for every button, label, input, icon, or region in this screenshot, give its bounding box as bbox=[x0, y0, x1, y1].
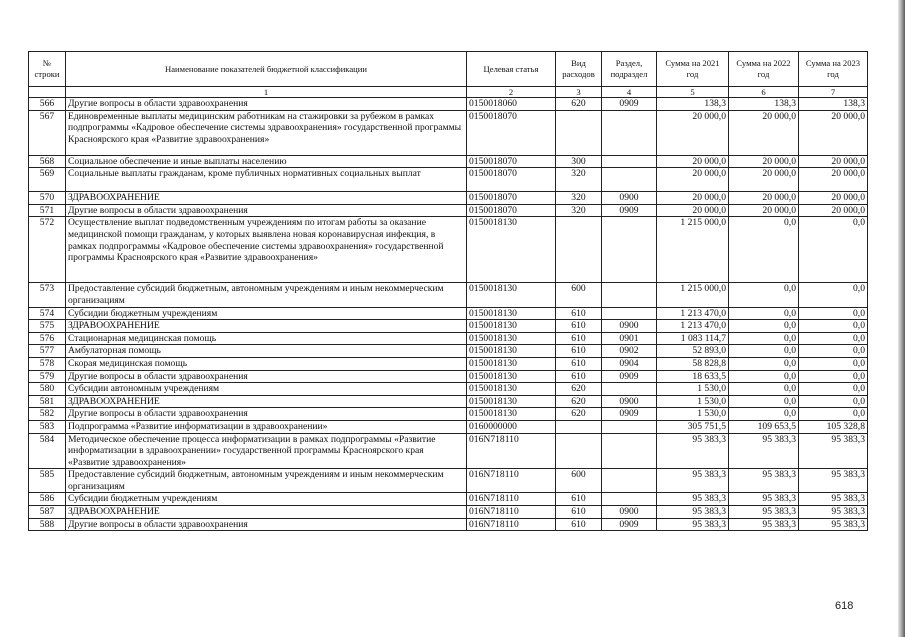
indicator-name: Социальное обеспечение и иные выплаты населению bbox=[66, 155, 467, 168]
sum-2021: 20 000,0 bbox=[657, 155, 729, 168]
target-article: 0150018070 bbox=[467, 168, 556, 192]
sum-2022: 0,0 bbox=[729, 307, 799, 320]
row-number: 578 bbox=[29, 357, 66, 370]
section-code: 0900 bbox=[602, 506, 657, 519]
indicator-name: Другие вопросы в области здравоохранения bbox=[66, 408, 467, 421]
section-code bbox=[602, 420, 657, 433]
row-number: 583 bbox=[29, 420, 66, 433]
table-row bbox=[29, 345, 868, 358]
page-number: 618 bbox=[835, 600, 854, 612]
indicator-name: Субсидии бюджетным учреждениям bbox=[66, 493, 467, 506]
indicator-name: Единовременные выплаты медицинским работникам на стажировки за рубежом в рамках подпрограммы «Кадровое обеспечение системы здравоохранения» государственной программы Красноярского края «Развитие здравоохранения» bbox=[66, 110, 467, 155]
sum-2023: 95 383,3 bbox=[799, 469, 868, 493]
row-number: 584 bbox=[29, 433, 66, 469]
table-row bbox=[29, 433, 868, 469]
indicator-name: Амбулаторная помощь bbox=[66, 345, 467, 358]
indicator-name: Другие вопросы в области здравоохранения bbox=[66, 518, 467, 531]
sum-2021: 52 893,0 bbox=[657, 345, 729, 358]
sum-2023: 0,0 bbox=[799, 383, 868, 396]
table-row bbox=[29, 518, 868, 531]
sum-2023: 20 000,0 bbox=[799, 204, 868, 217]
sum-2021: 20 000,0 bbox=[657, 204, 729, 217]
column-index: 4 bbox=[602, 87, 657, 98]
header-sum-2022: Сумма на 2022 год bbox=[729, 52, 799, 87]
sum-2022: 0,0 bbox=[729, 345, 799, 358]
sum-2023: 20 000,0 bbox=[799, 155, 868, 168]
sum-2022: 0,0 bbox=[729, 383, 799, 396]
sum-2022: 95 383,3 bbox=[729, 433, 799, 469]
sum-2021: 1 083 114,7 bbox=[657, 332, 729, 345]
row-number: 579 bbox=[29, 370, 66, 383]
table-row bbox=[29, 420, 868, 433]
section-code bbox=[602, 110, 657, 155]
sum-2022: 0,0 bbox=[729, 217, 799, 283]
sum-2021: 138,3 bbox=[657, 98, 729, 111]
row-number: 575 bbox=[29, 320, 66, 333]
expense-type: 610 bbox=[556, 307, 602, 320]
row-number: 570 bbox=[29, 192, 66, 205]
sum-2021: 1 213 470,0 bbox=[657, 307, 729, 320]
sum-2023: 20 000,0 bbox=[799, 110, 868, 155]
sum-2023: 0,0 bbox=[799, 395, 868, 408]
sum-2022: 0,0 bbox=[729, 320, 799, 333]
table-row bbox=[29, 98, 868, 111]
target-article: 0150018070 bbox=[467, 204, 556, 217]
sum-2023: 95 383,3 bbox=[799, 493, 868, 506]
sum-2023: 95 383,3 bbox=[799, 433, 868, 469]
table-row bbox=[29, 192, 868, 205]
row-number: 567 bbox=[29, 110, 66, 155]
target-article: 0150018130 bbox=[467, 357, 556, 370]
section-code: 0909 bbox=[602, 518, 657, 531]
target-article: 0150018130 bbox=[467, 370, 556, 383]
target-article: 0150018130 bbox=[467, 217, 556, 283]
sum-2023: 0,0 bbox=[799, 357, 868, 370]
sum-2023: 20 000,0 bbox=[799, 192, 868, 205]
header-name: Наименование показателей бюджетной классификации bbox=[66, 52, 467, 87]
header-sum-2023: Сумма на 2023 год bbox=[799, 52, 868, 87]
sum-2022: 20 000,0 bbox=[729, 155, 799, 168]
expense-type: 610 bbox=[556, 370, 602, 383]
indicator-name: ЗДРАВООХРАНЕНИЕ bbox=[66, 506, 467, 519]
sum-2021: 95 383,3 bbox=[657, 518, 729, 531]
sum-2021: 1 215 000,0 bbox=[657, 283, 729, 307]
row-number: 574 bbox=[29, 307, 66, 320]
table-row bbox=[29, 383, 868, 396]
header-expense-type: Вид расходов bbox=[556, 52, 602, 87]
header-sum-2021: Сумма на 2021 год bbox=[657, 52, 729, 87]
indicator-name: Предоставление субсидий бюджетным, автономным учреждениям и иным некоммерческим организациям bbox=[66, 469, 467, 493]
target-article: 016N718110 bbox=[467, 518, 556, 531]
indicator-name: Осуществление выплат подведомственным учреждениям по итогам работы за оказание медицинской помощи гражданам, у которых выявлена новая коронавирусная инфекция, в рамках подпрограммы «Кадровое обеспечение системы здравоохранения» государственной программы Красноярского края «Развитие здравоохранения» bbox=[66, 217, 467, 283]
indicator-name: Другие вопросы в области здравоохранения bbox=[66, 98, 467, 111]
table-row bbox=[29, 395, 868, 408]
row-number: 573 bbox=[29, 283, 66, 307]
sum-2021: 1 530,0 bbox=[657, 383, 729, 396]
sum-2021: 1 530,0 bbox=[657, 408, 729, 421]
section-code bbox=[602, 383, 657, 396]
section-code: 0909 bbox=[602, 408, 657, 421]
expense-type: 320 bbox=[556, 192, 602, 205]
indicator-name: ЗДРАВООХРАНЕНИЕ bbox=[66, 320, 467, 333]
sum-2021: 305 751,5 bbox=[657, 420, 729, 433]
indicator-name: Стационарная медицинская помощь bbox=[66, 332, 467, 345]
table-row bbox=[29, 307, 868, 320]
section-code: 0909 bbox=[602, 98, 657, 111]
sum-2022: 0,0 bbox=[729, 395, 799, 408]
expense-type: 620 bbox=[556, 98, 602, 111]
row-number: 576 bbox=[29, 332, 66, 345]
expense-type bbox=[556, 420, 602, 433]
row-number: 572 bbox=[29, 217, 66, 283]
sum-2023: 0,0 bbox=[799, 345, 868, 358]
table-body bbox=[29, 98, 868, 531]
row-number: 566 bbox=[29, 98, 66, 111]
table-row bbox=[29, 155, 868, 168]
expense-type: 320 bbox=[556, 168, 602, 192]
target-article: 0150018130 bbox=[467, 345, 556, 358]
sum-2021: 1 530,0 bbox=[657, 395, 729, 408]
expense-type: 600 bbox=[556, 283, 602, 307]
sum-2022: 95 383,3 bbox=[729, 518, 799, 531]
column-index: 3 bbox=[556, 87, 602, 98]
indicator-name: Социальные выплаты гражданам, кроме публичных нормативных социальных выплат bbox=[66, 168, 467, 192]
sum-2022: 20 000,0 bbox=[729, 192, 799, 205]
column-index: 7 bbox=[799, 87, 868, 98]
sum-2021: 1 213 470,0 bbox=[657, 320, 729, 333]
target-article: 0150018130 bbox=[467, 320, 556, 333]
sum-2023: 0,0 bbox=[799, 283, 868, 307]
sum-2023: 0,0 bbox=[799, 408, 868, 421]
indicator-name: ЗДРАВООХРАНЕНИЕ bbox=[66, 192, 467, 205]
section-code: 0909 bbox=[602, 204, 657, 217]
sum-2023: 105 328,8 bbox=[799, 420, 868, 433]
indicator-name: Скорая медицинская помощь bbox=[66, 357, 467, 370]
indicator-name: Субсидии автономным учреждениям bbox=[66, 383, 467, 396]
target-article: 0150018060 bbox=[467, 98, 556, 111]
row-number: 571 bbox=[29, 204, 66, 217]
target-article: 016N718110 bbox=[467, 469, 556, 493]
indicator-name: Другие вопросы в области здравоохранения bbox=[66, 204, 467, 217]
expense-type bbox=[556, 110, 602, 155]
target-article: 0150018130 bbox=[467, 307, 556, 320]
section-code bbox=[602, 217, 657, 283]
section-code bbox=[602, 493, 657, 506]
table-row bbox=[29, 168, 868, 192]
expense-type bbox=[556, 433, 602, 469]
expense-type: 620 bbox=[556, 408, 602, 421]
table-row bbox=[29, 506, 868, 519]
table-row bbox=[29, 332, 868, 345]
target-article: 016N718110 bbox=[467, 433, 556, 469]
sum-2023: 20 000,0 bbox=[799, 168, 868, 192]
expense-type: 610 bbox=[556, 518, 602, 531]
sum-2021: 95 383,3 bbox=[657, 506, 729, 519]
sum-2023: 0,0 bbox=[799, 307, 868, 320]
sum-2023: 0,0 bbox=[799, 332, 868, 345]
expense-type: 610 bbox=[556, 332, 602, 345]
target-article: 0160000000 bbox=[467, 420, 556, 433]
sum-2021: 1 215 000,0 bbox=[657, 217, 729, 283]
scan-page-edge bbox=[898, 0, 905, 637]
target-article: 0150018130 bbox=[467, 408, 556, 421]
section-code: 0901 bbox=[602, 332, 657, 345]
section-code bbox=[602, 283, 657, 307]
row-number: 580 bbox=[29, 383, 66, 396]
target-article: 016N718110 bbox=[467, 493, 556, 506]
sum-2022: 109 653,5 bbox=[729, 420, 799, 433]
expense-type: 300 bbox=[556, 155, 602, 168]
section-code: 0909 bbox=[602, 370, 657, 383]
target-article: 0150018130 bbox=[467, 395, 556, 408]
table-row bbox=[29, 204, 868, 217]
section-code bbox=[602, 433, 657, 469]
target-article: 0150018130 bbox=[467, 332, 556, 345]
target-article: 0150018070 bbox=[467, 192, 556, 205]
section-code bbox=[602, 469, 657, 493]
row-number: 586 bbox=[29, 493, 66, 506]
column-index: 2 bbox=[467, 87, 556, 98]
sum-2022: 0,0 bbox=[729, 370, 799, 383]
column-index-row bbox=[29, 87, 868, 98]
column-index bbox=[29, 87, 66, 98]
target-article: 0150018130 bbox=[467, 383, 556, 396]
header-target-article: Целевая статья bbox=[467, 52, 556, 87]
sum-2022: 95 383,3 bbox=[729, 506, 799, 519]
expense-type: 320 bbox=[556, 204, 602, 217]
table-row bbox=[29, 217, 868, 283]
header-row bbox=[29, 52, 868, 87]
column-index: 1 bbox=[66, 87, 467, 98]
sum-2022: 0,0 bbox=[729, 408, 799, 421]
sum-2023: 0,0 bbox=[799, 320, 868, 333]
section-code bbox=[602, 155, 657, 168]
indicator-name: Субсидии бюджетным учреждениям bbox=[66, 307, 467, 320]
table-row bbox=[29, 408, 868, 421]
expense-type bbox=[556, 217, 602, 283]
row-number: 588 bbox=[29, 518, 66, 531]
section-code: 0900 bbox=[602, 395, 657, 408]
table-row bbox=[29, 370, 868, 383]
target-article: 016N718110 bbox=[467, 506, 556, 519]
indicator-name: Подпрограмма «Развитие информатизации в здравоохранении» bbox=[66, 420, 467, 433]
sum-2022: 95 383,3 bbox=[729, 469, 799, 493]
table-row bbox=[29, 493, 868, 506]
target-article: 0150018070 bbox=[467, 155, 556, 168]
row-number: 587 bbox=[29, 506, 66, 519]
header-section: Раздел, подраздел bbox=[602, 52, 657, 87]
sum-2023: 138,3 bbox=[799, 98, 868, 111]
sum-2022: 20 000,0 bbox=[729, 204, 799, 217]
sum-2022: 138,3 bbox=[729, 98, 799, 111]
expense-type: 610 bbox=[556, 345, 602, 358]
table-row bbox=[29, 320, 868, 333]
column-index: 5 bbox=[657, 87, 729, 98]
table-row bbox=[29, 283, 868, 307]
sum-2021: 95 383,3 bbox=[657, 493, 729, 506]
target-article: 0150018070 bbox=[467, 110, 556, 155]
sum-2023: 95 383,3 bbox=[799, 518, 868, 531]
expense-type: 610 bbox=[556, 506, 602, 519]
table-row bbox=[29, 357, 868, 370]
section-code: 0900 bbox=[602, 192, 657, 205]
sum-2021: 58 828,8 bbox=[657, 357, 729, 370]
row-number: 569 bbox=[29, 168, 66, 192]
sum-2022: 0,0 bbox=[729, 332, 799, 345]
section-code: 0902 bbox=[602, 345, 657, 358]
row-number: 585 bbox=[29, 469, 66, 493]
sum-2021: 95 383,3 bbox=[657, 433, 729, 469]
sum-2022: 20 000,0 bbox=[729, 168, 799, 192]
expense-type: 600 bbox=[556, 469, 602, 493]
sum-2023: 95 383,3 bbox=[799, 506, 868, 519]
indicator-name: Предоставление субсидий бюджетным, автономным учреждениям и иным некоммерческим организациям bbox=[66, 283, 467, 307]
target-article: 0150018130 bbox=[467, 283, 556, 307]
indicator-name: Методическое обеспечение процесса информатизации в рамках подпрограммы «Развитие информатизации в здравоохранении» государственной программы Красноярского края «Развитие здравоохранения» bbox=[66, 433, 467, 469]
section-code: 0904 bbox=[602, 357, 657, 370]
section-code: 0900 bbox=[602, 320, 657, 333]
sum-2021: 18 633,5 bbox=[657, 370, 729, 383]
section-code bbox=[602, 168, 657, 192]
expense-type: 620 bbox=[556, 395, 602, 408]
expense-type: 610 bbox=[556, 320, 602, 333]
header-row-number: № строки bbox=[29, 52, 66, 87]
column-index: 6 bbox=[729, 87, 799, 98]
row-number: 582 bbox=[29, 408, 66, 421]
sum-2021: 20 000,0 bbox=[657, 168, 729, 192]
sum-2022: 95 383,3 bbox=[729, 493, 799, 506]
expense-type: 610 bbox=[556, 493, 602, 506]
section-code bbox=[602, 307, 657, 320]
row-number: 568 bbox=[29, 155, 66, 168]
sum-2021: 20 000,0 bbox=[657, 110, 729, 155]
sum-2021: 95 383,3 bbox=[657, 469, 729, 493]
row-number: 577 bbox=[29, 345, 66, 358]
table-row bbox=[29, 110, 868, 155]
indicator-name: ЗДРАВООХРАНЕНИЕ bbox=[66, 395, 467, 408]
sum-2023: 0,0 bbox=[799, 370, 868, 383]
indicator-name: Другие вопросы в области здравоохранения bbox=[66, 370, 467, 383]
sum-2023: 0,0 bbox=[799, 217, 868, 283]
row-number: 581 bbox=[29, 395, 66, 408]
sum-2022: 0,0 bbox=[729, 357, 799, 370]
expense-type: 620 bbox=[556, 383, 602, 396]
expense-type: 610 bbox=[556, 357, 602, 370]
sum-2021: 20 000,0 bbox=[657, 192, 729, 205]
sum-2022: 20 000,0 bbox=[729, 110, 799, 155]
budget-table bbox=[28, 51, 868, 531]
table-row bbox=[29, 469, 868, 493]
sum-2022: 0,0 bbox=[729, 283, 799, 307]
